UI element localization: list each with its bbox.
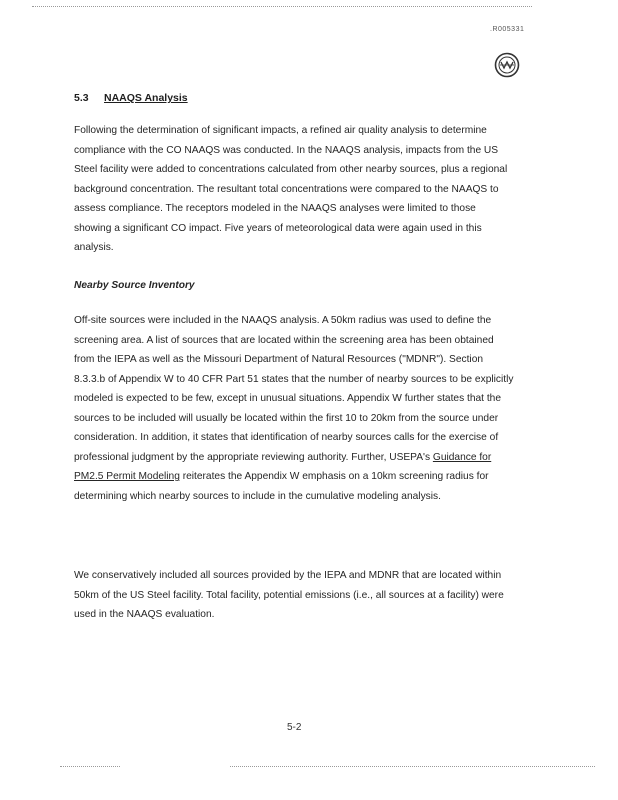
scan-dotted-border-bottom-right [230, 766, 595, 767]
bates-number: .R005331 [490, 26, 525, 33]
paragraph-off-site-sources [74, 311, 514, 506]
company-seal-logo [494, 52, 520, 78]
guidance-document-reference: Guidance for PM2.5 Permit Modeling [74, 451, 492, 482]
scan-dotted-border-top [32, 6, 532, 7]
paragraph-conservative-inclusion: We conservatively included all sources provided by the IEPA and MDNR that are located within 50km of the US Steel facility. Total facility, potential emissions (i.e., all sources at a facility) were used in the NAAQS evaluation. [74, 570, 504, 620]
paragraph2-text-before: Off-site sources were included in the NAAQS analysis. A 50km radius was used to define the screening area. A list of sources that are located within the screening area has been obtained from the IEPA as well as the Missouri Department of Natural Resources ("MDNR"). Section 8.3.3.b of Appendix W to 40 CFR Part 51 states that the number of nearby sources to be explicitly modeled is expected to be few, except in unusual situations. Appendix W further states that the sources to be included will usually be located within the first 10 to 20km from the source under consideration. In addition, it states that identification of nearby sources calls for the exercise of professional judgment by the appropriate reviewing authority. Further, USEPA's [74, 315, 514, 463]
page-number: 5-2 [287, 722, 302, 733]
subheading-nearby-source-inventory: Nearby Source Inventory [74, 280, 195, 291]
paragraph2-text-after: reiterates the Appendix W emphasis on a 10km screening radius for determining which nearby sources to include in the cumulative modeling analysis. [74, 471, 489, 502]
section-title: NAAQS Analysis [104, 92, 188, 104]
section-number: 5.3 [74, 92, 89, 104]
paragraph-naaqs-analysis: Following the determination of significant impacts, a refined air quality analysis to determine compliance with the CO NAAQS was conducted. In the NAAQS analysis, impacts from the US Steel facility were added to concentrations calculated from other nearby sources, plus a regional background concentration. The resultant total concentrations were compared to the NAAQS to assess compliance. The receptors modeled in the NAAQS analyses were limited to those showing a significant CO impact. Five years of meteorological data were again used in this analysis. [74, 125, 508, 253]
scan-dotted-border-bottom-left [60, 766, 120, 767]
section-heading [74, 92, 188, 104]
